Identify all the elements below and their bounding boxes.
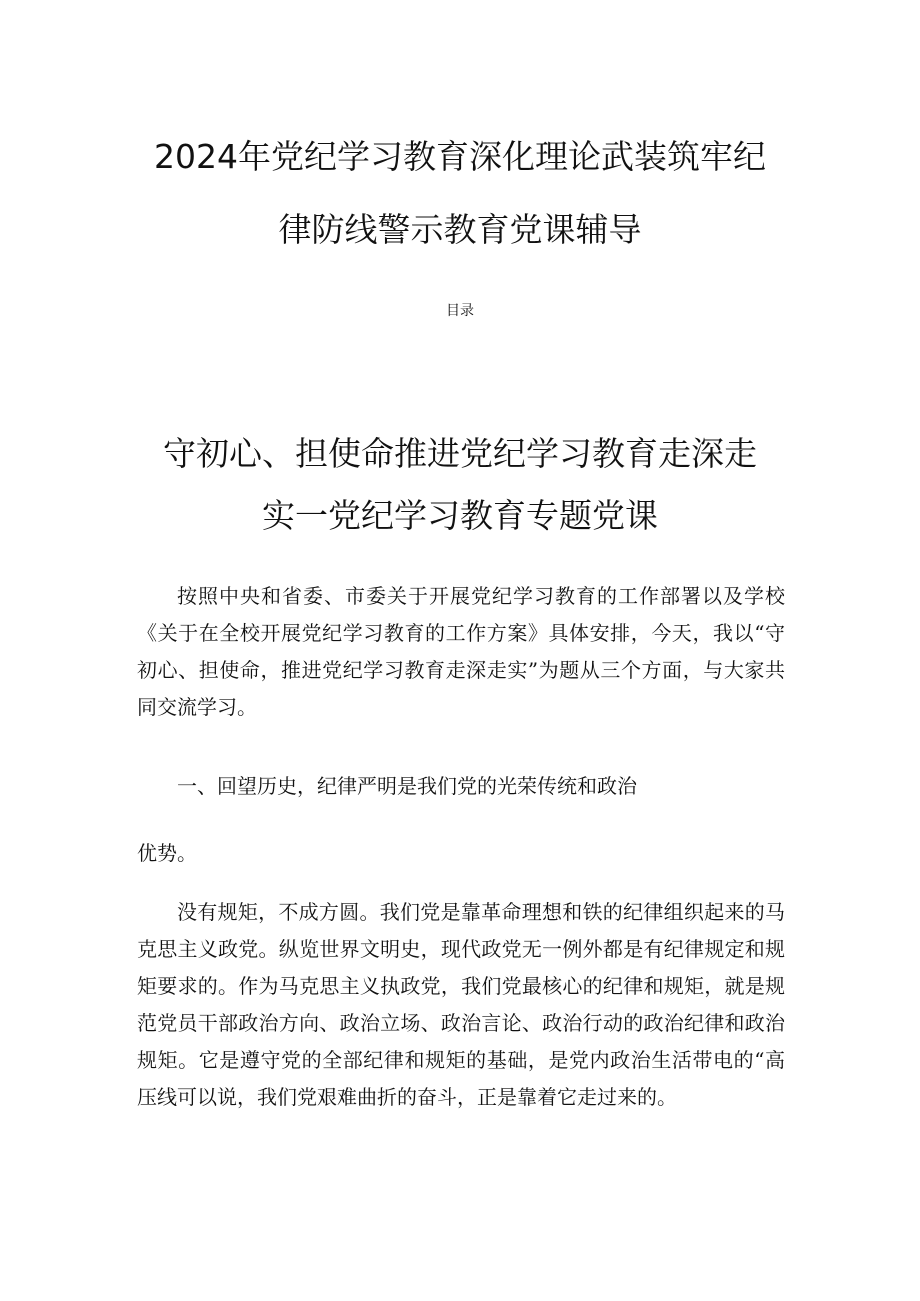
section-heading-1-line-1: 一、回望历史，纪律严明是我们党的光荣传统和政治 (177, 774, 637, 798)
body-paragraph: 没有规矩，不成方圆。我们党是靠革命理想和铁的纪律组织起来的马克思主义政党。纵览世界文明史，现代政党无一例外都是有纪律规定和规矩要求的。作为马克思主义执政党，我们党最核心的纪律和规矩，就是规范党员干部政治方向、政治立场、政治言论、政治行动的政治纪律和政治规矩。它是遵守党的全部纪律和规矩的基础，是党内政治生活带电的“高压线可以说，我们党艰难曲折的奋斗，正是靠着它走过来的。 (137, 900, 785, 1109)
section-heading-1-line-2: 优势。 (137, 841, 197, 865)
table-of-contents-label: 目录 (446, 303, 474, 319)
document-title-line-1: 2024年党纪学习教育深化理论武装筑牢纪 (154, 137, 766, 176)
section-title-line-2: 实一党纪学习教育专题党课 (262, 496, 658, 535)
intro-paragraph: 按照中央和省委、市委关于开展党纪学习教育的工作部署以及学校《关于在全校开展党纪学习教育的工作方案》具体安排，今天，我以“守初心、担使命，推进党纪学习教育走深走实”为题从三个方面，与大家共同交流学习。 (137, 584, 785, 719)
document-title-line-2: 律防线警示教育党课辅导 (278, 210, 642, 249)
section-title-line-1: 守初心、担使命推进党纪学习教育走深走 (163, 434, 757, 473)
